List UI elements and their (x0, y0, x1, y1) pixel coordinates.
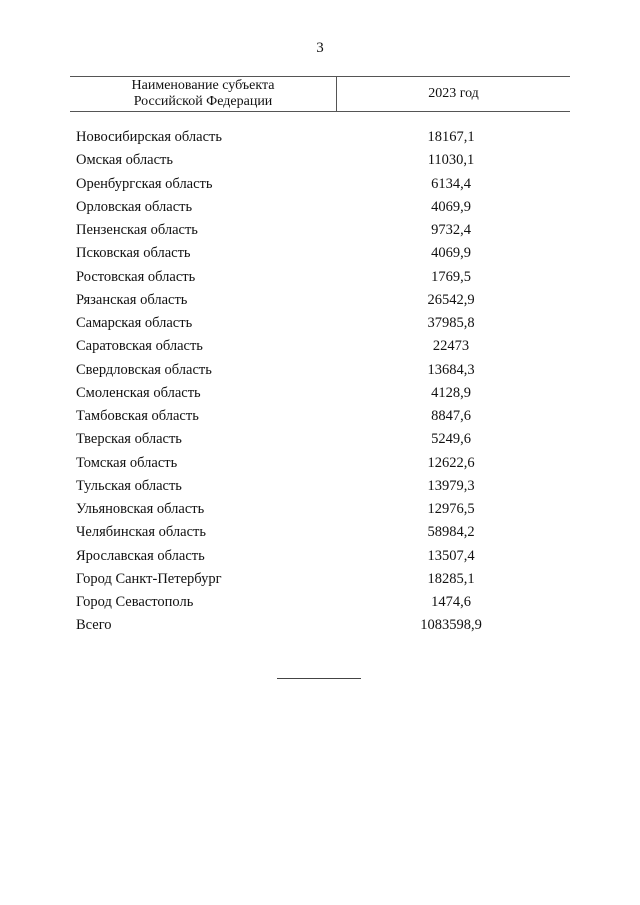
region-value: 1474,6 (431, 594, 471, 610)
region-name: Орловская область (76, 198, 193, 215)
header-subject-column (70, 78, 336, 110)
table-row (76, 591, 546, 614)
table-row (76, 382, 546, 405)
table-body (76, 126, 546, 638)
region-value: 5249,6 (431, 431, 471, 448)
region-name: Рязанская область (76, 291, 188, 308)
region-value: 13684,3 (427, 361, 475, 378)
table-row (76, 312, 546, 335)
region-name: Оренбургская область (76, 175, 213, 192)
region-value: 4069,9 (431, 245, 471, 262)
region-value: 58984,2 (427, 524, 475, 541)
region-name: Ростовская область (76, 268, 196, 285)
table-row (76, 149, 546, 172)
table-header (70, 76, 570, 112)
table-row (76, 335, 546, 358)
table-row (76, 196, 546, 219)
table-row (76, 289, 546, 312)
region-name: Челябинская область (76, 524, 206, 541)
table-row (76, 568, 546, 591)
region-name: Омская область (76, 152, 173, 169)
table-row (76, 452, 546, 475)
region-name: Свердловская область (76, 361, 212, 378)
table-row (76, 545, 546, 568)
region-name: Тульская область (76, 477, 182, 494)
table-row (76, 173, 546, 196)
region-value: 18285,1 (427, 570, 475, 587)
table-row (76, 498, 546, 521)
table-row (76, 242, 546, 265)
region-value: 1769,5 (431, 268, 471, 285)
region-name: Самарская область (76, 315, 193, 331)
region-value: 18167,1 (427, 129, 475, 145)
region-value: 8847,6 (431, 408, 471, 424)
region-value: 4128,9 (431, 384, 471, 401)
header-year-column: 2023 год (428, 86, 479, 101)
region-value: 12622,6 (427, 454, 475, 471)
table-row (76, 521, 546, 544)
region-name: Тамбовская область (76, 408, 199, 424)
table-row (76, 428, 546, 451)
region-name: Томская область (76, 454, 178, 471)
total-label: Всего (76, 617, 112, 634)
region-value: 4069,9 (431, 198, 471, 215)
region-name: Псковская область (76, 245, 191, 262)
end-of-table-rule (277, 678, 361, 679)
region-value: 9732,4 (431, 222, 471, 238)
region-value: 37985,8 (427, 315, 475, 331)
region-name: Пензенская область (76, 222, 198, 238)
table-row (76, 126, 546, 149)
region-name: Новосибирская область (76, 129, 222, 145)
region-name: Город Севастополь (76, 594, 194, 610)
table-row (76, 219, 546, 242)
region-name: Город Санкт-Петербург (76, 570, 222, 587)
region-value: 6134,4 (431, 175, 471, 192)
region-name: Ярославская область (76, 547, 205, 564)
region-name: Саратовская область (76, 338, 203, 355)
region-value: 12976,5 (427, 501, 475, 517)
region-name: Смоленская область (76, 384, 201, 401)
header-subject-line-2: Российской Федерации (133, 94, 273, 109)
header-subject-line-1: Наименование субъекта (131, 78, 275, 93)
table-row-total (76, 614, 546, 637)
region-value: 22473 (432, 338, 470, 355)
region-value: 26542,9 (427, 291, 475, 308)
table-row (76, 405, 546, 428)
table-row (76, 475, 546, 498)
table-row (76, 359, 546, 382)
total-value: 1083598,9 (420, 617, 482, 634)
region-value: 13507,4 (427, 547, 475, 564)
region-name: Тверская область (76, 431, 182, 448)
page-number: 3 (316, 40, 324, 56)
region-value: 11030,1 (427, 152, 475, 169)
region-name: Ульяновская область (76, 501, 205, 517)
table-row (76, 266, 546, 289)
region-value: 13979,3 (427, 477, 475, 494)
